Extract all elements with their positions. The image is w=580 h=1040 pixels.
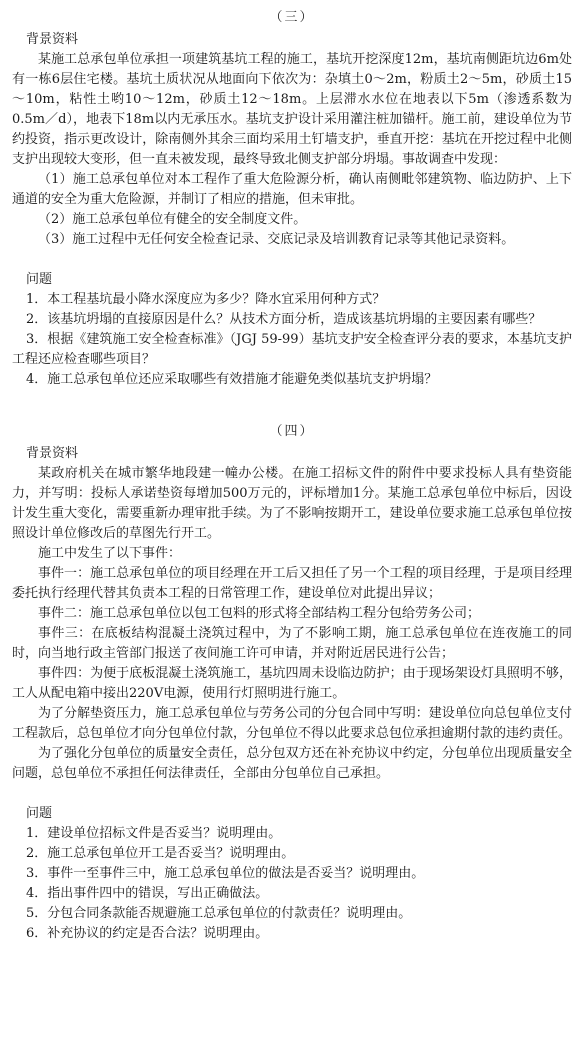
section-4-event-3: 事件三：在底板结构混凝土浇筑过程中，为了不影响工期，施工总承包单位在连夜施工的同时，向当地行政主管部门报送了夜间施工许可申请，并对附近居民进行公告； [12,626,572,661]
section-4-question-2: 2．施工总承包单位开工是否妥当？说明理由。 [26,846,295,861]
section-4-supplement-paragraph: 为了强化分包单位的质量安全责任，总分包双方还在补充协议中约定，分包单位出现质量安全问题，总包单位不承担任何法律责任，全部由分包单位自己承担。 [12,746,572,781]
section-4-event-4: 事件四：为便于底板混凝土浇筑施工，基坑四周未设临边防护；由于现场架设灯具照明不够，工人从配电箱中接出220V电源，使用行灯照明进行施工。 [12,666,572,701]
section-3-question-4: 4．施工总承包单位还应采取哪些有效措施才能避免类似基坑支护坍塌？ [26,372,438,387]
section-4-question-4: 4．指出事件四中的错误，写出正确做法。 [26,886,269,901]
section-4-background-heading: 背景资料 [26,446,79,461]
section-3-question-1: 1．本工程基坑最小降水深度应为多少？降水宜采用何种方式？ [26,292,386,307]
section-3-finding-2: （2）施工总承包单位有健全的安全制度文件。 [38,212,307,227]
section-4-questions-heading: 问题 [26,806,53,821]
section-4-event-1: 事件一：施工总承包单位的项目经理在开工后又担任了另一个工程的项目经理，于是项目经理委托执行经理代替其负责本工程的日常管理工作，建设单位对此提出异议； [12,566,572,601]
section-4-event-2: 事件二：施工总承包单位以包工包料的形式将全部结构工程分包给劳务公司； [38,606,481,621]
section-4-events-intro: 施工中发生了以下事件： [38,546,182,561]
section-4-title: （四） [269,424,315,439]
section-4-question-6: 6．补充协议的约定是否合法？说明理由。 [26,926,269,941]
section-3-finding-3: （3）施工过程中无任何安全检查记录、交底记录及培训教育记录等其他记录资料。 [38,232,515,247]
section-3-question-3: 3．根据《建筑施工安全检查标准》（JGJ 59-99）基坑支护安全检查评分表的要求，本基坑支护工程还应检查哪些项目？ [12,332,572,367]
section-3-finding-1: （1）施工总承包单位对本工程作了重大危险源分析，确认南侧毗邻建筑物、临边防护、上下通道的安全为重大危险源，并制订了相应的措施，但未审批。 [12,172,572,207]
section-3-background-heading: 背景资料 [26,32,79,47]
section-4-question-1: 1．建设单位招标文件是否妥当？说明理由。 [26,826,282,841]
section-3-title: （三） [269,10,315,25]
section-4-question-3: 3．事件一至事件三中，施工总承包单位的做法是否妥当？说明理由。 [26,866,425,881]
document-page [12,8,572,944]
section-3-questions-heading: 问题 [26,272,53,287]
section-4-contract-paragraph: 为了分解垫资压力，施工总承包单位与劳务公司的分包合同中写明：建设单位向总包单位支付工程款后，总包单位才向分包单位付款，分包单位不得以此要求总包位承担逾期付款的违约责任。 [12,706,572,741]
section-4-question-5: 5．分包合同条款能否规避施工总承包单位的付款责任？说明理由。 [26,906,412,921]
section-3-background-paragraph: 某施工总承包单位承担一项建筑基坑工程的施工，基坑开挖深度12m，基坑南侧距坑边6m处有一栋6层住宅楼。基坑土质状况从地面向下依次为：杂填土0～2m，粉质土2～5m，砂质土15～10m，粘性土哟10～12m，砂质土12～18m。上层滞水水位在地表以下5m（渗透系数为0.5m／d），地表下18m以内无承压水。基坑支护设计采用灌注桩加锚杆。施工前，建设单位为节约投资，指示更改设计，除南侧外其余三面均采用土钉墙支护，垂直开挖：基坑在开挖过程中北侧支护出现较大变形，但一直未被发现，最终导致北侧支护部分坍塌。事故调查中发现： [12,52,572,167]
section-4-intro-paragraph: 某政府机关在城市繁华地段建一幢办公楼。在施工招标文件的附件中要求投标人具有垫资能力，并写明：投标人承诺垫资每增加500万元的，评标增加1分。某施工总承包单位中标后，因设计发生重大变化，需要重新办理审批手续。为了不影响按期开工，建设单位要求施工总承包单位按照设计单位修改后的草图先行开工。 [12,466,572,541]
section-3-question-2: 2．该基坑坍塌的直接原因是什么？从技术方面分析，造成该基坑坍塌的主要因素有哪些？ [26,312,542,327]
